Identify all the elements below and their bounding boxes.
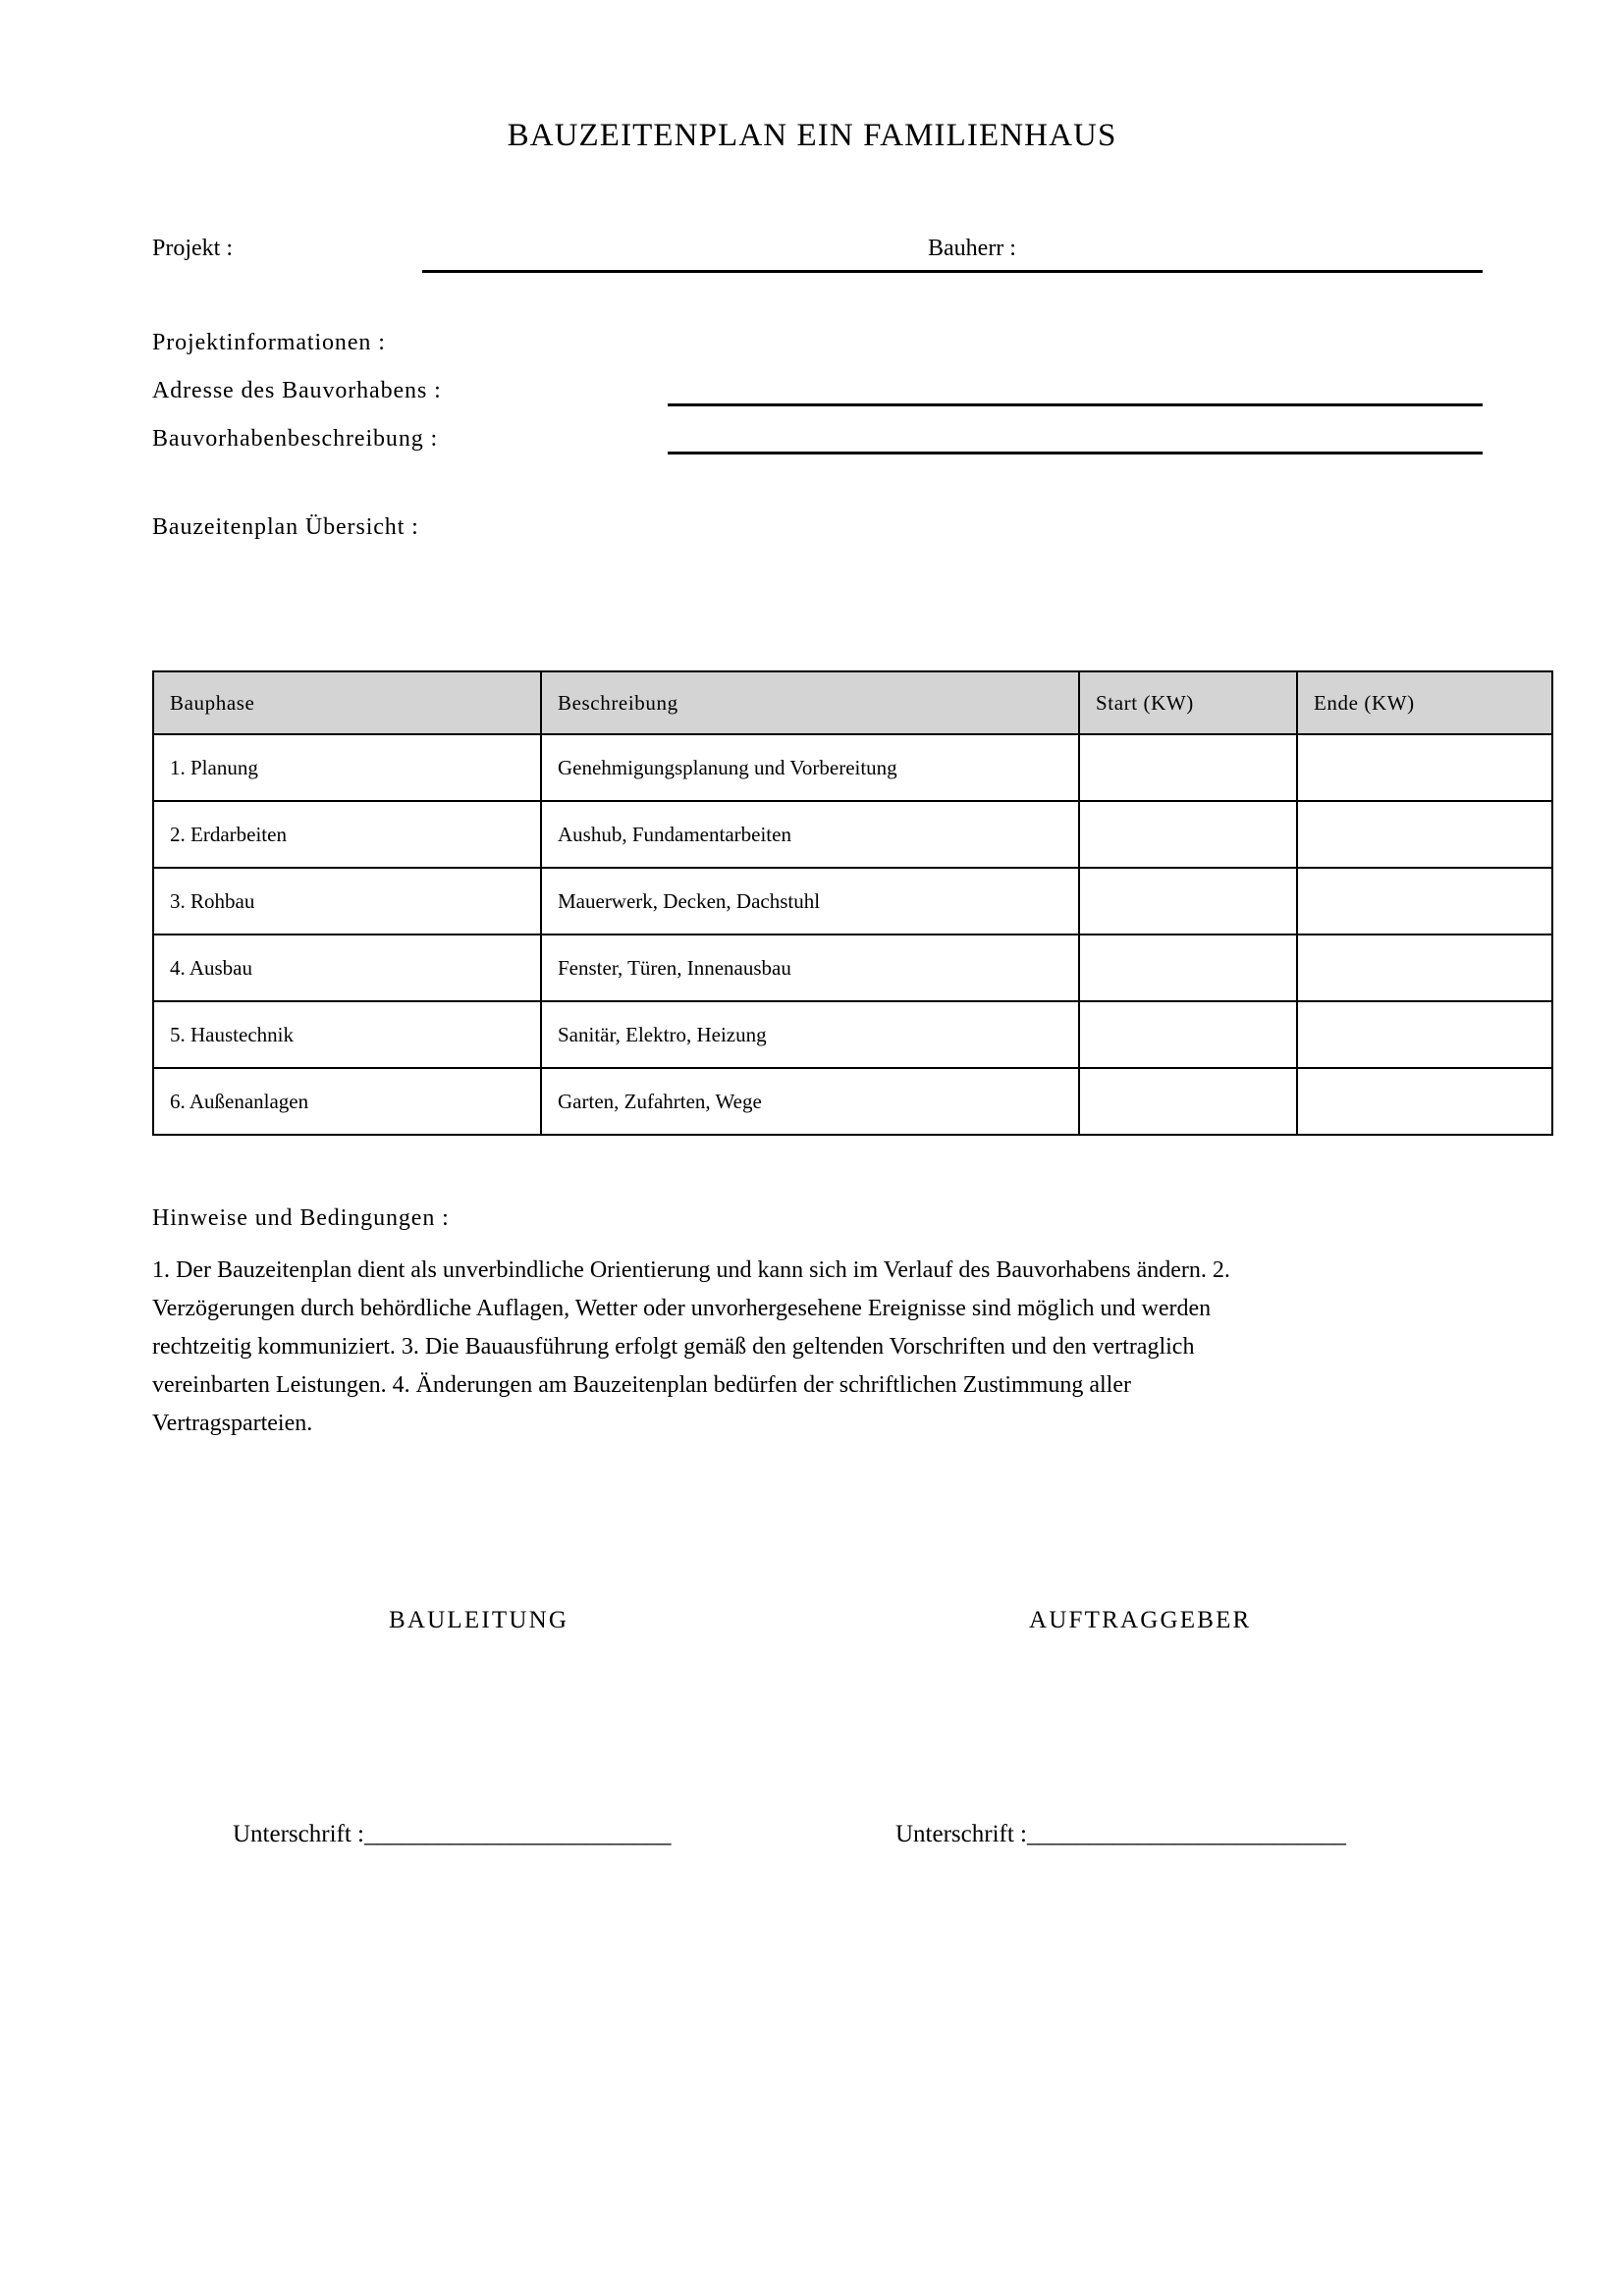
page-title: BAUZEITENPLAN EIN FAMILIENHAUS [507,118,1117,153]
cell-beschreibung: Garten, Zufahrten, Wege [541,1068,1079,1135]
adresse-fill-line [668,403,1483,406]
cell-bauphase: 4. Ausbau [153,934,541,1001]
cell-start-kw[interactable] [1079,1001,1297,1068]
table-header-row [153,671,1552,734]
projekt-label: Projekt : [152,236,233,261]
cell-beschreibung: Aushub, Fundamentarbeiten [541,801,1079,868]
unterschrift-blank-left[interactable]: _________________________ [363,1821,672,1847]
cell-beschreibung: Mauerwerk, Decken, Dachstuhl [541,868,1079,934]
cell-beschreibung: Genehmigungsplanung und Vorbereitung [541,734,1079,801]
bauleitung-signature-line [233,1821,671,1848]
cell-bauphase: 3. Rohbau [153,868,541,934]
column-header-start-kw: Start (KW) [1079,671,1297,734]
cell-ende-kw[interactable] [1297,1068,1552,1135]
column-header-ende-kw: Ende (KW) [1297,671,1552,734]
bauzeitenplan-uebersicht-label: Bauzeitenplan Übersicht : [152,514,419,540]
table-row [153,1068,1552,1135]
column-header-beschreibung: Beschreibung [541,671,1079,734]
cell-start-kw[interactable] [1079,734,1297,801]
table-row [153,734,1552,801]
cell-beschreibung: Fenster, Türen, Innenausbau [541,934,1079,1001]
cell-start-kw[interactable] [1079,868,1297,934]
auftraggeber-title: AUFTRAGGEBER [1029,1607,1252,1633]
cell-bauphase: 1. Planung [153,734,541,801]
cell-bauphase: 2. Erdarbeiten [153,801,541,868]
cell-ende-kw[interactable] [1297,1001,1552,1068]
column-header-bauphase: Bauphase [153,671,541,734]
bauleitung-title: BAULEITUNG [389,1607,569,1633]
cell-start-kw[interactable] [1079,801,1297,868]
cell-ende-kw[interactable] [1297,801,1552,868]
cell-start-kw[interactable] [1079,934,1297,1001]
auftraggeber-signature-line [895,1821,1346,1848]
unterschrift-blank-right[interactable]: __________________________ [1026,1821,1346,1847]
table-row [153,868,1552,934]
table-row [153,1001,1552,1068]
unterschrift-label-left: Unterschrift : [233,1821,364,1847]
hinweise-und-bedingungen-label: Hinweise und Bedingungen : [152,1205,450,1231]
cell-bauphase: 6. Außenanlagen [153,1068,541,1135]
projekt-bauherr-fill-line [422,270,1483,273]
hinweise-body-text: 1. Der Bauzeitenplan dient als unverbindliche Orientierung und kann sich im Verlauf des Bauvorhabens ändern. 2. Verzögerungen durch behördliche Auflagen, Wetter oder unvorhergesehene Ereignisse sind möglich und werden rechtzeitig kommuniziert. 3. Die Bauausführung erfolgt gemäß den geltenden Vorschriften und den vertraglich vereinbarten Leistungen. 4. Änderungen am Bauzeitenplan bedürfen der schriftlichen Zustimmung aller Vertragsparteien. [152,1257,1230,1436]
cell-start-kw[interactable] [1079,1068,1297,1135]
bauvorhabenbeschreibung-fill-line [668,452,1483,454]
cell-beschreibung: Sanitär, Elektro, Heizung [541,1001,1079,1068]
bauvorhabenbeschreibung-label: Bauvorhabenbeschreibung : [152,426,439,452]
cell-ende-kw[interactable] [1297,934,1552,1001]
bauherr-label: Bauherr : [928,236,1016,261]
table-row [153,801,1552,868]
unterschrift-label-right: Unterschrift : [895,1821,1027,1847]
schedule-table [152,670,1553,1136]
cell-ende-kw[interactable] [1297,734,1552,801]
projektinformationen-label: Projektinformationen : [152,330,386,355]
table-row [153,934,1552,1001]
cell-ende-kw[interactable] [1297,868,1552,934]
cell-bauphase: 5. Haustechnik [153,1001,541,1068]
adresse-des-bauvorhabens-label: Adresse des Bauvorhabens : [152,378,442,403]
